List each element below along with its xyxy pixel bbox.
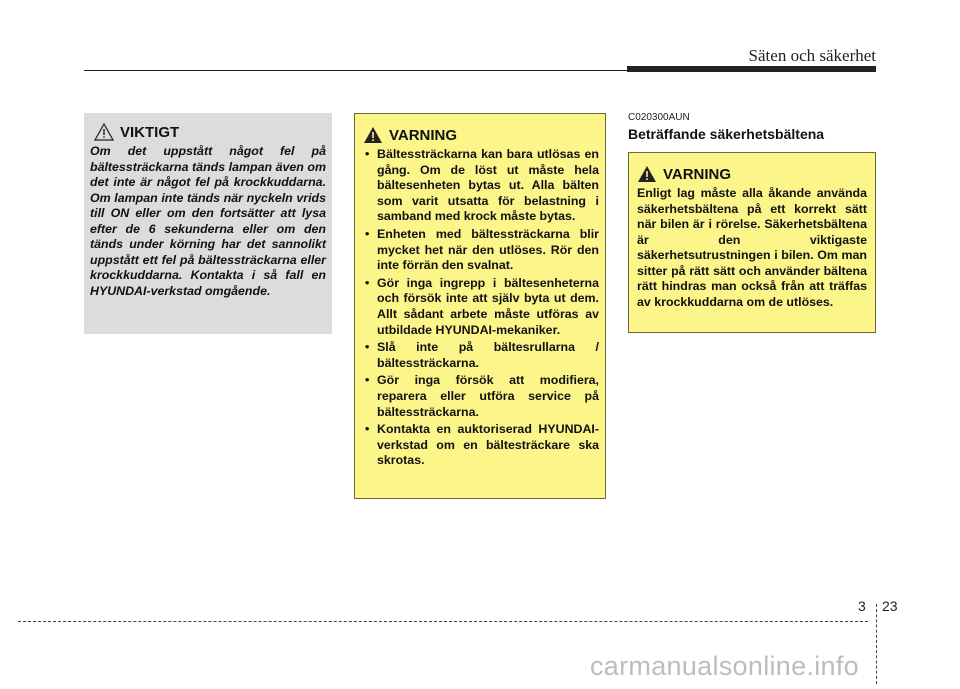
header-title: Säten och säkerhet bbox=[748, 46, 876, 65]
warning-heading: VARNING bbox=[663, 165, 732, 183]
warning-heading: VARNING bbox=[389, 126, 458, 144]
warning-list bbox=[363, 147, 599, 469]
notice-heading-row bbox=[90, 123, 326, 141]
footer-vertical-divider bbox=[876, 604, 877, 684]
warning-filled-icon bbox=[363, 126, 383, 144]
watermark: carmanualsonline.info bbox=[590, 651, 859, 681]
notice-box bbox=[84, 113, 332, 334]
notice-heading: VIKTIGT bbox=[120, 123, 180, 141]
footer-divider bbox=[18, 621, 868, 622]
warning-list-item: • Enheten med bältessträckarna blir mycket het när den utlöses. Rör den inte förrän den svalnat. bbox=[363, 227, 599, 274]
warning-list-item: • Gör inga ingrepp i bältesenheterna och försök inte att själv byta ut dem. Allt sådant arbete måste utföras av utbildade HYUNDAI-mekaniker. bbox=[363, 276, 599, 338]
warning-filled-icon bbox=[637, 165, 657, 183]
warning-heading-row bbox=[637, 165, 867, 183]
warning-box-seat-belts bbox=[628, 152, 876, 333]
header-rule-accent bbox=[627, 66, 876, 72]
warning-heading-row bbox=[363, 126, 599, 144]
page-number: 23 bbox=[882, 598, 898, 614]
notice-text: Om det uppstått något fel på bältessträckarna tänds lampan även om det inte är något fel på krockkuddarna. Om lampan inte tänds när nyckeln vrids till ON eller om den fortsätter att lysa efter de 6 sekunderna eller om den tänds under körning har det sannolikt uppstått ett fel på bältessträckarna eller krockkuddarna. Kontakta i så fall en HYUNDAI-verkstad omgående. bbox=[90, 144, 326, 298]
warning-list-item: • Bältessträckarna kan bara utlösas en gång. Om de löst ut måste hela bältesenheten bytas ut. Alla bälten som varit utsatta för belastning i samband med krock måste bytas. bbox=[363, 147, 599, 225]
warning-list-item: • Kontakta en auktoriserad HYUNDAI-verkstad om en bältesträckare ska skrotas. bbox=[363, 422, 599, 469]
warning-list-item: • Slå inte på bältesrullarna / bältessträckarna. bbox=[363, 340, 599, 371]
section-code: C020300AUN bbox=[628, 112, 690, 123]
section-title: Beträffande säkerhetsbältena bbox=[628, 126, 825, 142]
warning-list-item: • Gör inga försök att modifiera, reparera eller utföra service på bältessträckarna. bbox=[363, 373, 599, 420]
warning-text: Enligt lag måste alla åkande använda säkerhetsbältena på ett korrekt sätt när bilen är i rörelse. Säkerhetsbältena är den viktigaste säkerhetsutrustningen i bilen. Om man sitter på rätt sätt och använder bältena rätt hindras man också från att träffas av krockkuddarna om de utlöses. bbox=[637, 186, 867, 309]
caution-outline-icon bbox=[94, 123, 114, 141]
warning-box-belt-tensioners bbox=[354, 113, 606, 499]
header-rule bbox=[84, 70, 629, 71]
page-chapter: 3 bbox=[858, 598, 866, 614]
